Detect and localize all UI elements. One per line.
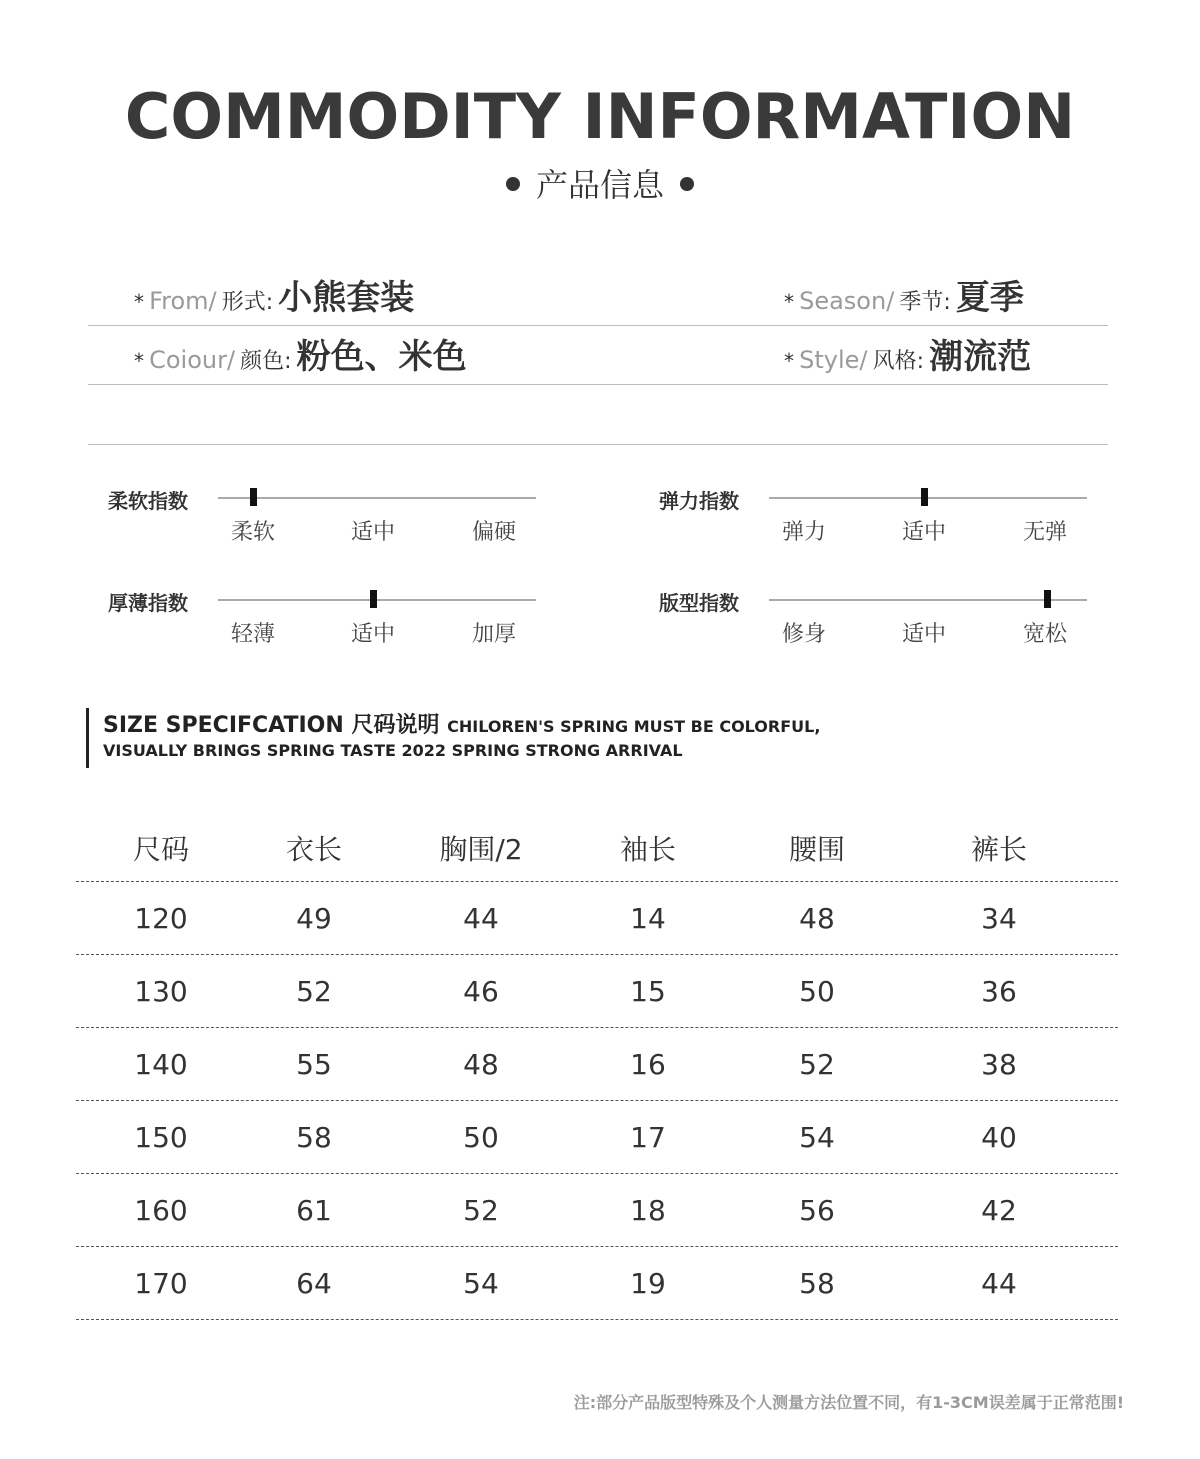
info-label-cn: 形式: bbox=[221, 290, 274, 315]
info-season bbox=[784, 270, 1024, 319]
table-cell: 15 bbox=[630, 974, 666, 1008]
table-cell: 34 bbox=[981, 901, 1017, 935]
info-row-form-season bbox=[88, 268, 1108, 326]
bullet-dot-icon bbox=[680, 177, 694, 191]
table-cell: 160 bbox=[134, 1193, 188, 1227]
info-label-en: From/ bbox=[149, 287, 217, 315]
table-cell: 56 bbox=[799, 1193, 835, 1227]
page-title: COMMODITY INFORMATION bbox=[124, 80, 1076, 153]
index-track bbox=[218, 497, 536, 499]
table-cell: 38 bbox=[981, 1047, 1017, 1081]
table-cell: 44 bbox=[981, 1266, 1017, 1300]
table-cell: 55 bbox=[296, 1047, 332, 1081]
table-header-cell: 裤长 bbox=[970, 833, 1028, 866]
index-fit bbox=[659, 587, 1119, 647]
table-cell: 44 bbox=[463, 901, 499, 935]
index-option: 适中 bbox=[350, 520, 396, 545]
table-cell: 14 bbox=[630, 901, 666, 935]
table-cell: 54 bbox=[463, 1266, 499, 1300]
index-marker bbox=[921, 488, 928, 506]
index-marker bbox=[250, 488, 257, 506]
size-table bbox=[76, 815, 1118, 1320]
size-spec-tagline: VISUALLY BRINGS SPRING TASTE 2022 SPRING STRONG ARRIVAL bbox=[103, 741, 683, 760]
table-row bbox=[76, 1247, 1118, 1320]
bullet-dot-icon bbox=[506, 177, 520, 191]
table-cell: 52 bbox=[463, 1193, 499, 1227]
table-cell: 19 bbox=[630, 1266, 666, 1300]
measurement-note: 注:部分产品版型特殊及个人测量方法位置不同，有1-3CM误差属于正常范围! bbox=[573, 1393, 1124, 1412]
table-header-cell: 袖长 bbox=[619, 833, 677, 866]
index-option: 弹力 bbox=[781, 520, 827, 545]
table-row bbox=[76, 1028, 1118, 1101]
table-cell: 130 bbox=[134, 974, 188, 1008]
table-header-cell: 尺码 bbox=[132, 833, 190, 866]
index-marker bbox=[1044, 590, 1051, 608]
index-option: 适中 bbox=[901, 622, 947, 647]
index-marker bbox=[370, 590, 377, 608]
table-cell: 52 bbox=[799, 1047, 835, 1081]
info-label-en: Style/ bbox=[799, 346, 868, 374]
index-thickness bbox=[108, 587, 568, 647]
table-cell: 140 bbox=[134, 1047, 188, 1081]
info-style bbox=[784, 329, 1031, 378]
info-value: 潮流范 bbox=[929, 337, 1032, 377]
index-option: 轻薄 bbox=[230, 622, 276, 647]
table-cell: 50 bbox=[463, 1120, 499, 1154]
table-header-cell: 腰围 bbox=[788, 833, 846, 866]
table-cell: 58 bbox=[296, 1120, 332, 1154]
size-spec-heading bbox=[86, 708, 820, 768]
table-cell: 36 bbox=[981, 974, 1017, 1008]
table-cell: 61 bbox=[296, 1193, 332, 1227]
info-label-cn: 季节: bbox=[899, 290, 951, 315]
info-label-cn: 颜色: bbox=[240, 349, 292, 374]
table-cell: 50 bbox=[799, 974, 835, 1008]
index-label: 厚薄指数 bbox=[108, 591, 188, 615]
index-track bbox=[769, 497, 1087, 499]
info-label-cn: 风格: bbox=[872, 349, 924, 374]
index-label: 版型指数 bbox=[659, 591, 739, 615]
index-option: 无弹 bbox=[1022, 520, 1068, 545]
table-header-cell: 衣长 bbox=[285, 833, 343, 866]
table-cell: 42 bbox=[981, 1193, 1017, 1227]
table-cell: 17 bbox=[630, 1120, 666, 1154]
size-spec-tagline: CHILOREN'S SPRING MUST BE COLORFUL, bbox=[447, 717, 821, 736]
index-option: 偏硬 bbox=[471, 520, 517, 545]
index-elasticity bbox=[659, 485, 1119, 545]
info-value: 夏季 bbox=[955, 278, 1024, 318]
index-label: 柔软指数 bbox=[108, 489, 188, 513]
table-row bbox=[76, 882, 1118, 955]
table-cell: 48 bbox=[463, 1047, 499, 1081]
index-option: 宽松 bbox=[1022, 622, 1068, 647]
index-option: 适中 bbox=[901, 520, 947, 545]
index-option: 柔软 bbox=[230, 520, 276, 545]
table-cell: 64 bbox=[296, 1266, 332, 1300]
divider bbox=[88, 444, 1108, 445]
index-option: 适中 bbox=[350, 622, 396, 647]
table-cell: 170 bbox=[134, 1266, 188, 1300]
info-label-en: Coiour/ bbox=[149, 346, 236, 374]
info-value: 粉色、米色 bbox=[296, 337, 467, 377]
required-star: * bbox=[784, 290, 794, 314]
table-row bbox=[76, 1174, 1118, 1247]
subtitle-text: 产品信息 bbox=[535, 166, 664, 204]
required-star: * bbox=[134, 290, 144, 314]
info-value: 小熊套装 bbox=[278, 278, 415, 318]
table-cell: 48 bbox=[799, 901, 835, 935]
table-row bbox=[76, 955, 1118, 1028]
table-cell: 54 bbox=[799, 1120, 835, 1154]
info-form bbox=[134, 270, 414, 319]
page-subtitle bbox=[0, 160, 1200, 206]
table-cell: 40 bbox=[981, 1120, 1017, 1154]
required-star: * bbox=[134, 349, 144, 373]
table-cell: 49 bbox=[296, 901, 332, 935]
info-row-colour-style bbox=[88, 327, 1108, 385]
table-cell: 18 bbox=[630, 1193, 666, 1227]
table-cell: 46 bbox=[463, 974, 499, 1008]
index-option: 加厚 bbox=[471, 622, 517, 647]
table-cell: 150 bbox=[134, 1120, 188, 1154]
index-label: 弹力指数 bbox=[659, 489, 739, 513]
index-softness bbox=[108, 485, 568, 545]
table-header-cell: 胸围/2 bbox=[439, 833, 523, 866]
table-cell: 16 bbox=[630, 1047, 666, 1081]
table-row bbox=[76, 1101, 1118, 1174]
table-cell: 58 bbox=[799, 1266, 835, 1300]
index-track bbox=[769, 599, 1087, 601]
info-label-en: Season/ bbox=[799, 287, 895, 315]
table-cell: 120 bbox=[134, 901, 188, 935]
info-colour bbox=[134, 329, 467, 378]
required-star: * bbox=[784, 349, 794, 373]
table-cell: 52 bbox=[296, 974, 332, 1008]
index-option: 修身 bbox=[781, 622, 827, 647]
index-track bbox=[218, 599, 536, 601]
table-header-row bbox=[76, 815, 1118, 882]
size-spec-title: SIZE SPECIFCATION bbox=[103, 713, 344, 738]
size-spec-title-cn: 尺码说明 bbox=[351, 713, 440, 738]
